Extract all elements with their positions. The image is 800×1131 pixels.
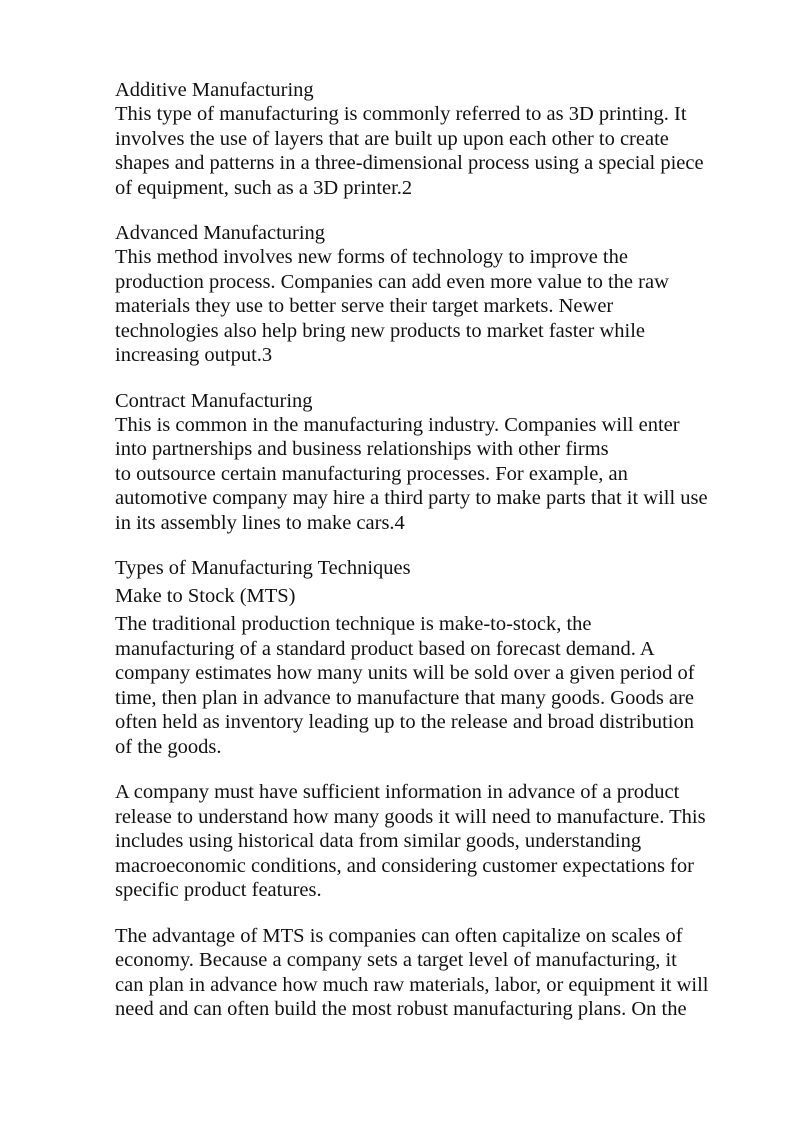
text-line: shapes and patterns in a three-dimensional process using a special piece xyxy=(115,152,704,174)
text-line: This method involves new forms of technology to improve the xyxy=(115,246,628,268)
text-line: can plan in advance how much raw materials, labor, or equipment it will xyxy=(115,973,709,996)
section-body-advanced xyxy=(115,245,755,368)
text-line: release to understand how many goods it will need to manufacture. This xyxy=(115,805,706,828)
text-line: economy. Because a company sets a target level of manufacturing, it xyxy=(115,949,677,971)
text-line: increasing output.3 xyxy=(115,344,273,366)
text-line: of the goods. xyxy=(115,735,222,758)
text-line: macroeconomic conditions, and considering customer expectations for xyxy=(115,854,694,877)
text-line: automotive company may hire a third party to make parts that it will use xyxy=(115,487,708,509)
mts-paragraph-1 xyxy=(115,612,755,759)
text-line: often held as inventory leading up to the release and broad distribution xyxy=(115,711,694,733)
mts-subheading: Make to Stock (MTS) xyxy=(115,585,296,607)
techniques-heading: Types of Manufacturing Techniques xyxy=(115,557,411,579)
section-body-additive xyxy=(115,102,755,200)
text-line: of equipment, such as a 3D printer.2 xyxy=(115,176,413,199)
text-line: to outsource certain manufacturing processes. For example, an xyxy=(115,462,628,485)
text-line: specific product features. xyxy=(115,879,322,901)
section-body-contract xyxy=(115,413,755,536)
text-line: This is common in the manufacturing industry. Companies will enter xyxy=(115,413,680,436)
text-line: materials they use to better serve their target markets. Newer xyxy=(115,295,614,317)
text-line: The traditional production technique is make-to-stock, the xyxy=(115,613,592,635)
text-line: This type of manufacturing is commonly referred to as 3D printing. It xyxy=(115,103,687,125)
text-line: production process. Companies can add even more value to the raw xyxy=(115,270,669,293)
text-line: company estimates how many units will be sold over a given period of xyxy=(115,662,695,684)
section-heading-additive: Additive Manufacturing xyxy=(115,79,314,101)
text-line: need and can often build the most robust manufacturing plans. On the xyxy=(115,998,687,1020)
mts-paragraph-2 xyxy=(115,780,755,903)
text-line: time, then plan in advance to manufacture that many goods. Goods are xyxy=(115,686,694,709)
text-line: in its assembly lines to make cars.4 xyxy=(115,511,405,534)
text-line: technologies also help bring new products to market faster while xyxy=(115,319,646,342)
section-heading-contract: Contract Manufacturing xyxy=(115,389,313,412)
text-line: A company must have sufficient information in advance of a product xyxy=(115,781,680,803)
text-line: into partnerships and business relationships with other firms xyxy=(115,438,609,460)
text-line: includes using historical data from similar goods, understanding xyxy=(115,830,642,852)
mts-paragraph-3 xyxy=(115,924,755,1022)
section-heading-advanced: Advanced Manufacturing xyxy=(115,222,326,244)
text-line: manufacturing of a standard product based on forecast demand. A xyxy=(115,637,655,660)
text-line: involves the use of layers that are built up upon each other to create xyxy=(115,127,669,150)
text-line: The advantage of MTS is companies can often capitalize on scales of xyxy=(115,924,683,947)
document-page xyxy=(115,78,755,1043)
